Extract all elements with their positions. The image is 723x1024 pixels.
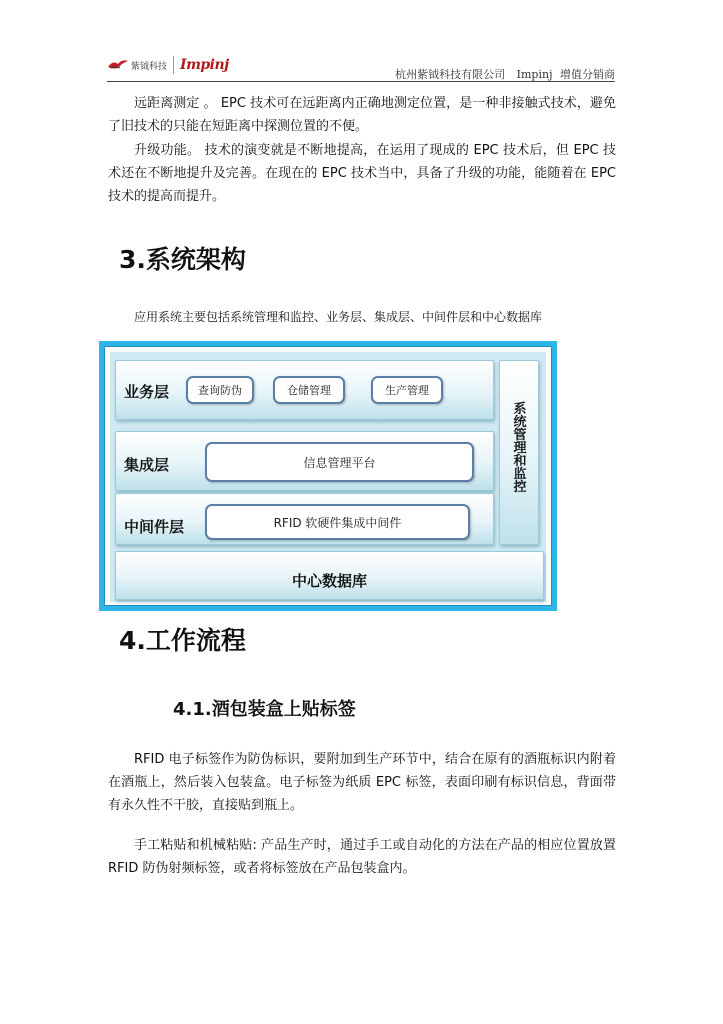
paragraph-upgrade: 升级功能。 技术的演变就是不断地提高，在运用了现成的 EPC 技术后，但 EPC 技术还在不断地提升及完善。在现在的 EPC 技术当中，具备了升级的功能，能随着在 EPC 技术的提高而提升。 bbox=[108, 143, 616, 204]
company-logo-text: 紫钺科技 bbox=[131, 61, 168, 72]
section-title-workflow: 4.工作流程 bbox=[119, 626, 246, 655]
middleware-layer bbox=[115, 493, 494, 545]
database-layer bbox=[115, 551, 544, 600]
rfid-middleware: RFID 软硬件集成中间件 bbox=[205, 504, 470, 540]
header-role: 增值分销商 bbox=[560, 68, 615, 81]
business-layer-label: 业务层 bbox=[124, 383, 170, 401]
header-logos bbox=[107, 54, 229, 76]
integration-layer bbox=[115, 431, 494, 491]
query-antifake-module: 查询防伪 bbox=[186, 376, 254, 404]
header-caption bbox=[395, 66, 615, 82]
bird-logo-icon bbox=[107, 58, 129, 72]
integration-layer-label: 集成层 bbox=[124, 456, 170, 474]
paragraph-remote-measure: 远距离测定 。 EPC 技术可在远距离内正确地测定位置，是一种非接触式技术，避免了旧技术的只能在短距离中探测位置的不便。 bbox=[108, 96, 616, 134]
middleware-layer-label: 中间件层 bbox=[124, 518, 185, 536]
header-rule bbox=[107, 81, 615, 82]
info-management-platform: 信息管理平台 bbox=[205, 442, 474, 482]
header-brand: Impinj bbox=[516, 68, 553, 81]
production-management-module: 生产管理 bbox=[371, 376, 443, 404]
paragraph-manual-machine: 手工粘贴和机械粘贴: 产品生产时，通过手工或自动化的方法在产品的相应位置放置 RFID 防伪射频标签，或者将标签放在产品包装盒内。 bbox=[108, 838, 616, 876]
subsection-title-labeling: 4.1.酒包装盒上贴标签 bbox=[173, 699, 356, 720]
logo-divider bbox=[173, 56, 174, 74]
section-title-architecture: 3.系统架构 bbox=[119, 245, 246, 274]
impinj-logo: Impinj bbox=[180, 57, 229, 73]
system-management-column bbox=[499, 360, 539, 545]
system-management-label: 系统管理和监控 bbox=[513, 402, 527, 495]
business-layer bbox=[115, 360, 494, 420]
header-company: 杭州紫钺科技有限公司 bbox=[395, 68, 506, 81]
warehouse-management-module: 仓储管理 bbox=[273, 376, 345, 404]
paragraph-rfid-label: RFID 电子标签作为防伪标识，要附加到生产环节中，结合在原有的酒瓶标识内附着在酒瓶上，然后装入包装盒。电子标签为纸质 EPC 标签，表面印刷有标识信息，背面带有永久性不干胶，直接贴到瓶上。 bbox=[108, 752, 616, 813]
architecture-caption: 应用系统主要包括系统管理和监控、业务层、集成层、中间件层和中心数据库 bbox=[134, 310, 543, 324]
central-database-label: 中心数据库 bbox=[291, 572, 367, 590]
company-logo bbox=[107, 58, 167, 72]
